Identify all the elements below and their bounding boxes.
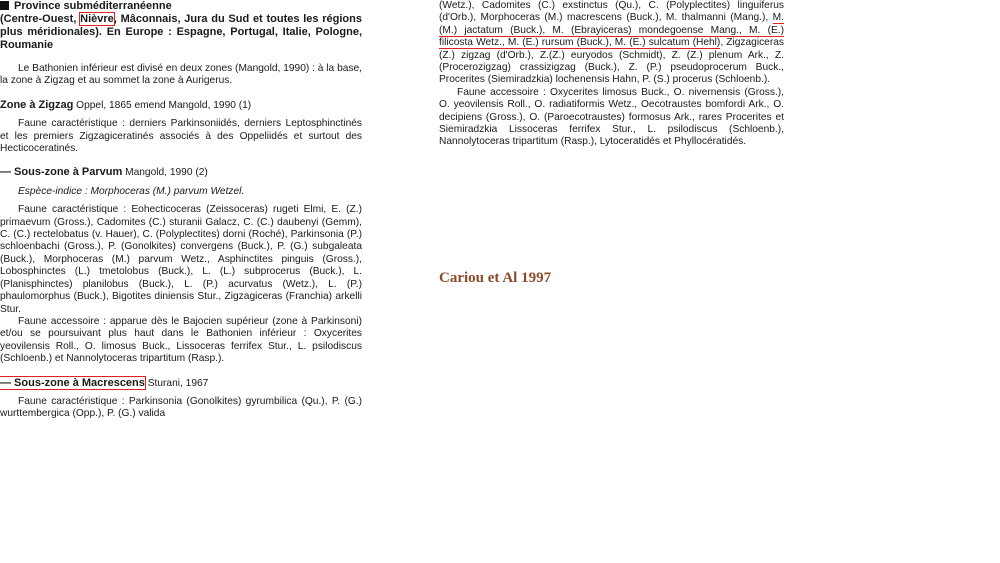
fauna-cont-part1: (Wetz.), Cadomites (C.) exstinctus (Qu.), C. (Polyplectites) linguiferus (d'Orb.), Morphoceras (M.) macrescens (Buck.), M. thalmanni (Mang.), (439, 0, 784, 24)
macrescens-fauna-continued (439, 0, 784, 87)
zone-fauna: Faune caractéristique : derniers Parkinsoniidés, derniers Leptosphinctinés et les premiers Zigzagiceratinés associés à des Oppeliidés et surtout des Hecticoceratinés. (0, 118, 362, 155)
province-regions-pre: (Centre-Ouest, (0, 13, 77, 25)
citation-label: Cariou et Al 1997 (439, 270, 552, 286)
right-column (439, 0, 784, 149)
parvum-author: Mangold, 1990 (2) (122, 167, 208, 179)
macrescens-accessory-fauna: Faune accessoire : Oxycerites limosus Buck., O. nivernensis (Gross.), O. yeovilensis Roll., O. radiatiformis Wetz., Oecotraustes bomfordi Ark., O. decipiens (Gross.), O. (Paroecotraustes) formosus Ark., rares Procerites et Siemiradzkia Lissoceras ferrifex Stur., L. psilodiscus (Schloenb.), Nannolytoceras tripartitum (Rasp.), Lytoceratidés et Phyllocératidés. (439, 86, 784, 148)
province-title: Province subméditerranéenne (14, 0, 172, 12)
parvum-index-species: Espèce-indice : Morphoceras (M.) parvum Wetzel. (18, 185, 245, 197)
parvum-accessory-fauna: Faune accessoire : apparue dès le Bajocien supérieur (zone à Parkinsoni) et/ou se poursuivant plus haut dans le Bathonien inférieur : Oxycerites yeovilensis Roll., O. limosus Buck., Lissoceras ferrifex Stur., L. psilodiscus (Schloenb.) et Nannolytoceras tripartitum (Rasp.). (0, 315, 362, 365)
province-regions (0, 13, 362, 52)
parvum-title: — Sous-zone à Parvum (0, 166, 123, 179)
underlined-species: M. (M.) jactatum (Buck.), M. (Ebrayiceras) mondegoense Mang., M. (E.) filicosta Wetz., M. (E.) rursum (Buck.), M. (E.) sulcatum (Hehl) (439, 12, 784, 49)
macrescens-author: Sturani, 1967 (144, 377, 209, 389)
left-column (0, 0, 362, 421)
zone-author: Oppel, 1865 emend Mangold, 1990 (1) (73, 99, 252, 111)
intro-paragraph: Le Bathonien inférieur est divisé en deux zones (Mangold, 1990) : à la base, la zone à Zigzag et au sommet la zone à Aurigerus. (0, 63, 362, 87)
nievre-highlight: Nièvre (80, 13, 114, 25)
province-heading (0, 0, 362, 13)
province-regions-post: , Mâconnais, Jura du Sud et toutes les régions plus méridionales). En Europe : Espagne, Portugal, Italie, Pologne, Roumanie (0, 13, 362, 51)
macrescens-heading (0, 377, 362, 390)
parvum-fauna: Faune caractéristique : Eohecticoceras (Zeissoceras) rugeti Elmi, E. (Z.) primaevum (Gross.), Cadomites (C.) sturanii Galacz, C. (C.) daubenyi (Gemm), C. (C.) rectelobatus (v. Hauer), C. (Polyplectites) dorni (Roché), Parkinsonia (P.) schloenbachi (Gross.), P. (Gonolkites) convergens (Buck.), P. (G.) subgaleata (Buck.), Morphoceras (M.) parvum Wetz., Asphinctites pinguis (Gross.), Lobosphinctes (L.) tmetolobus (Buck.), L. (L.) subprocerus (Buck.), L. (Planisphinctes) planilobus (Buck.), L. (P.) acurvatus (Wetz.), L. (P.) phaulomorphus (Buck.), Bigotites diniensis Stur., Zigzagiceras (Franchia) arkelli Stur. (0, 204, 362, 315)
macrescens-title-highlight: — Sous-zone à Macrescens (0, 376, 145, 389)
square-bullet-icon (0, 1, 9, 10)
zone-title: Zone à Zigzag (0, 98, 74, 111)
macrescens-fauna: Faune caractéristique : Parkinsonia (Gonolkites) gyrumbilica (Qu.), P. (G.) wurttembergica (Opp.), P. (G.) valida (0, 395, 362, 420)
zone-heading (0, 99, 362, 112)
fauna-cont-part2: , Zigzagiceras (Z.) zigzag (d'Orb.), Z.(Z.) euryodos (Schmidt), Z. (Z.) plenum Ark., Z. (Procerozigzag) crassizigzag (Buck.), Z. (P.) pseudoprocerum Buck., Procerites (Siemiradzkia) lochenensis Hahn, P. (S.) procerus (Schloenb.). (439, 37, 784, 86)
parvum-heading (0, 166, 362, 179)
